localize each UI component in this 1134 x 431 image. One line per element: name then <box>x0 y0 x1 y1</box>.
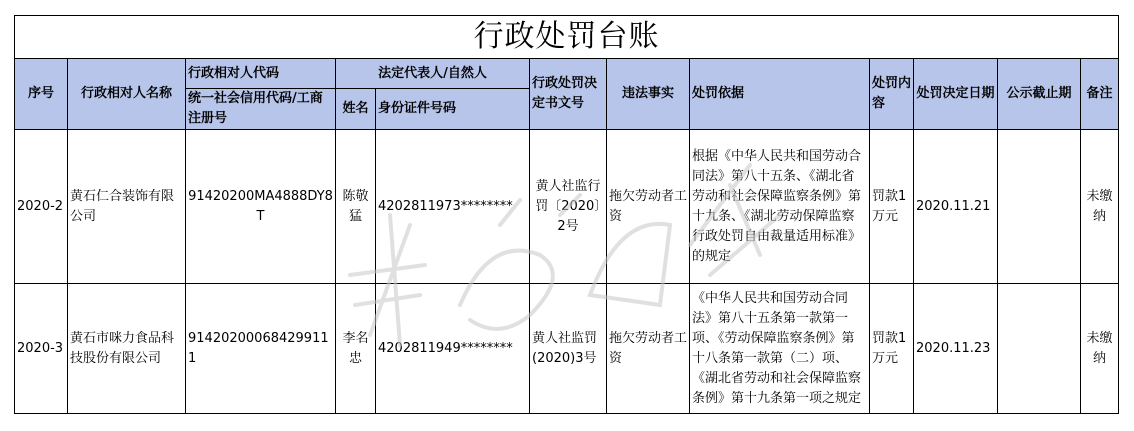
cell-decision-date: 2020.11.21 <box>914 130 998 284</box>
cell-content: 罚款1万元 <box>870 130 914 284</box>
header-content: 处罚内容 <box>870 59 914 130</box>
cell-credit-code: 91420200MA4888DY8T <box>186 130 336 284</box>
cell-party-name: 黄石市咪力食品科技股份有限公司 <box>68 284 186 414</box>
cell-publicity-end <box>998 130 1081 284</box>
cell-seq: 2020-2 <box>15 130 68 284</box>
header-decision-no: 行政处罚决定书文号 <box>530 59 607 130</box>
cell-publicity-end <box>998 284 1081 414</box>
header-decision-date: 处罚决定日期 <box>914 59 998 130</box>
cell-decision-no: 黄人社监罚(2020)3号 <box>530 284 607 414</box>
cell-violation: 拖欠劳动者工资 <box>607 130 690 284</box>
table-row <box>15 284 1119 414</box>
penalty-ledger-table <box>14 15 1119 414</box>
header-legal-rep: 法定代表人/自然人 <box>336 59 530 89</box>
cell-remark: 未缴纳 <box>1081 130 1119 284</box>
table-row <box>15 130 1119 284</box>
header-basis: 处罚依据 <box>690 59 870 130</box>
cell-seq: 2020-3 <box>15 284 68 414</box>
header-party-code: 行政相对人代码 <box>186 59 336 89</box>
header-rep-id: 身份证件号码 <box>376 89 530 130</box>
header-publicity-end: 公示截止期 <box>998 59 1081 130</box>
header-remark: 备注 <box>1081 59 1119 130</box>
cell-remark: 未缴纳 <box>1081 284 1119 414</box>
page-title: 行政处罚台账 <box>15 16 1119 59</box>
cell-rep-id: 4202811949******** <box>376 284 530 414</box>
cell-basis: 根据《中华人民共和国劳动合同法》第八十五条、《湖北省劳动和社会保障监察条例》第十九条、《湖北劳动保障监察行政处罚自由裁量适用标准》的规定 <box>690 130 870 284</box>
cell-decision-no: 黄人社监行罚〔2020〕2号 <box>530 130 607 284</box>
header-seq: 序号 <box>15 59 68 130</box>
header-rep-name: 姓名 <box>336 89 376 130</box>
cell-rep-name: 陈敬猛 <box>336 130 376 284</box>
cell-content: 罚款1万元 <box>870 284 914 414</box>
cell-decision-date: 2020.11.23 <box>914 284 998 414</box>
header-credit-code: 统一社会信用代码/工商注册号 <box>186 89 336 130</box>
header-violation: 违法事实 <box>607 59 690 130</box>
cell-rep-name: 李名忠 <box>336 284 376 414</box>
cell-basis: 《中华人民共和国劳动合同法》第八十五条第一款第一项、《劳动保障监察条例》第十八条第一款第（二）项、《湖北省劳动和社会保障监察条例》第十九条第一项之规定 <box>690 284 870 414</box>
header-party-name: 行政相对人名称 <box>68 59 186 130</box>
cell-violation: 拖欠劳动者工资 <box>607 284 690 414</box>
cell-party-name: 黄石仁合装饰有限公司 <box>68 130 186 284</box>
ledger-sheet <box>14 15 1119 414</box>
cell-rep-id: 4202811973******** <box>376 130 530 284</box>
cell-credit-code: 914202000684299111 <box>186 284 336 414</box>
